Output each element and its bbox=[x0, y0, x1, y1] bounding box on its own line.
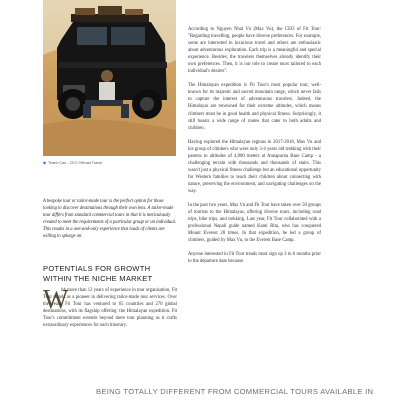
right-paragraph: Anyone interested in Fit Tour treads must sign up 3 to 6 months prior to the departure date because bbox=[188, 252, 321, 265]
offroad-car-photo bbox=[43, 0, 176, 156]
drop-cap: W bbox=[43, 284, 69, 314]
section-body bbox=[43, 284, 177, 329]
right-paragraph: According to Nguyen Nhat Vu (Max Vu), the CEO of Fit Tour: "Regarding travelling, people have diverse preferences. For example, some are interested in luxurious travel and others are enthusiastic about adventurous exploration. Each trip is a meaningful and special experience. Besides, the travelers themselves already identify their own preferences. Then, it is our role to create tours tailored to each individual's desires". bbox=[188, 27, 321, 75]
photo-caption bbox=[43, 160, 102, 165]
section-heading: POTENTIALS FOR GROWTH WITHIN THE NICHE MARKET bbox=[43, 264, 153, 283]
right-paragraph: In the past two years, Max Vu and Fit Tour have taken over 50 groups of tourists to the Himalayas, offering diverse tours, including road trips, bike trips, and trekking. Last year, Fit Tour collaborated with a professional Nepali guide named Kami Rita, who has conquered Mount Everest 28 times. In that expedition, he led a group of climbers, guided by Max Vu, to the Everest Base Camp. bbox=[188, 203, 321, 244]
intro-paragraph bbox=[43, 198, 177, 241]
photo-offroad-car-icon bbox=[43, 0, 176, 156]
right-paragraph: Having explored the Himalayan regions in 2017-2018, Max Vu and his group of climbers who were only 3-4 years old trekking with their parents to altitudes of 4,000 meters at Annapurna Base Camp - a challenging terrain with thousands and thousands of stairs. This wasn't just a physical fitness challenge but an educational opportunity for Western families to teach their children about connecting with nature, preserving the environment, and navigating challenges on the way. bbox=[188, 139, 321, 194]
intro-text: A bespoke tour or tailor-made tour is the perfect option for those looking to discover destinations through their own lens. A tailor-made tour differs from standard commercial tours in that it is meticulously created to meet the requirements of a particular group or an individual. This results in a one-and-only experience that loads of clients are willing to splurge on. bbox=[43, 199, 177, 240]
pull-quote: BEING TOTALLY DIFFERENT FROM COMMERCIAL TOURS AVAILABLE IN bbox=[96, 387, 374, 396]
right-paragraph: The Himalayan expedition is Fit Tour's most popular tour, well-known for its majestic and sacred mountain range, which never fails to capture the interest of adventurous travelers. Indeed, the Himalayas are renowned for their extreme altitudes, which means climbers must be in good health and physical fitness. Surprisingly, it still boasts a wide range of routes that cater to both adults and children. bbox=[188, 83, 321, 131]
caption-bullet-icon: ◆ bbox=[43, 160, 47, 165]
section-body-text: ith more than 12 years of experience in tour organisation, Fit Tour stands as a pioneer in delivering tailor-made tour services. Over the years, Fit Tour has ventured to 65 countries and 270 global destinations, with its flagship offering: the Himalayan expedition. Fit Tour's commitment extends beyond mere tour planning as it crafts extraordinary experiences for each itinerary. bbox=[43, 288, 177, 329]
right-column bbox=[188, 26, 321, 272]
caption-text: Thanh Cao - CEO Offroad Travel bbox=[48, 161, 102, 165]
